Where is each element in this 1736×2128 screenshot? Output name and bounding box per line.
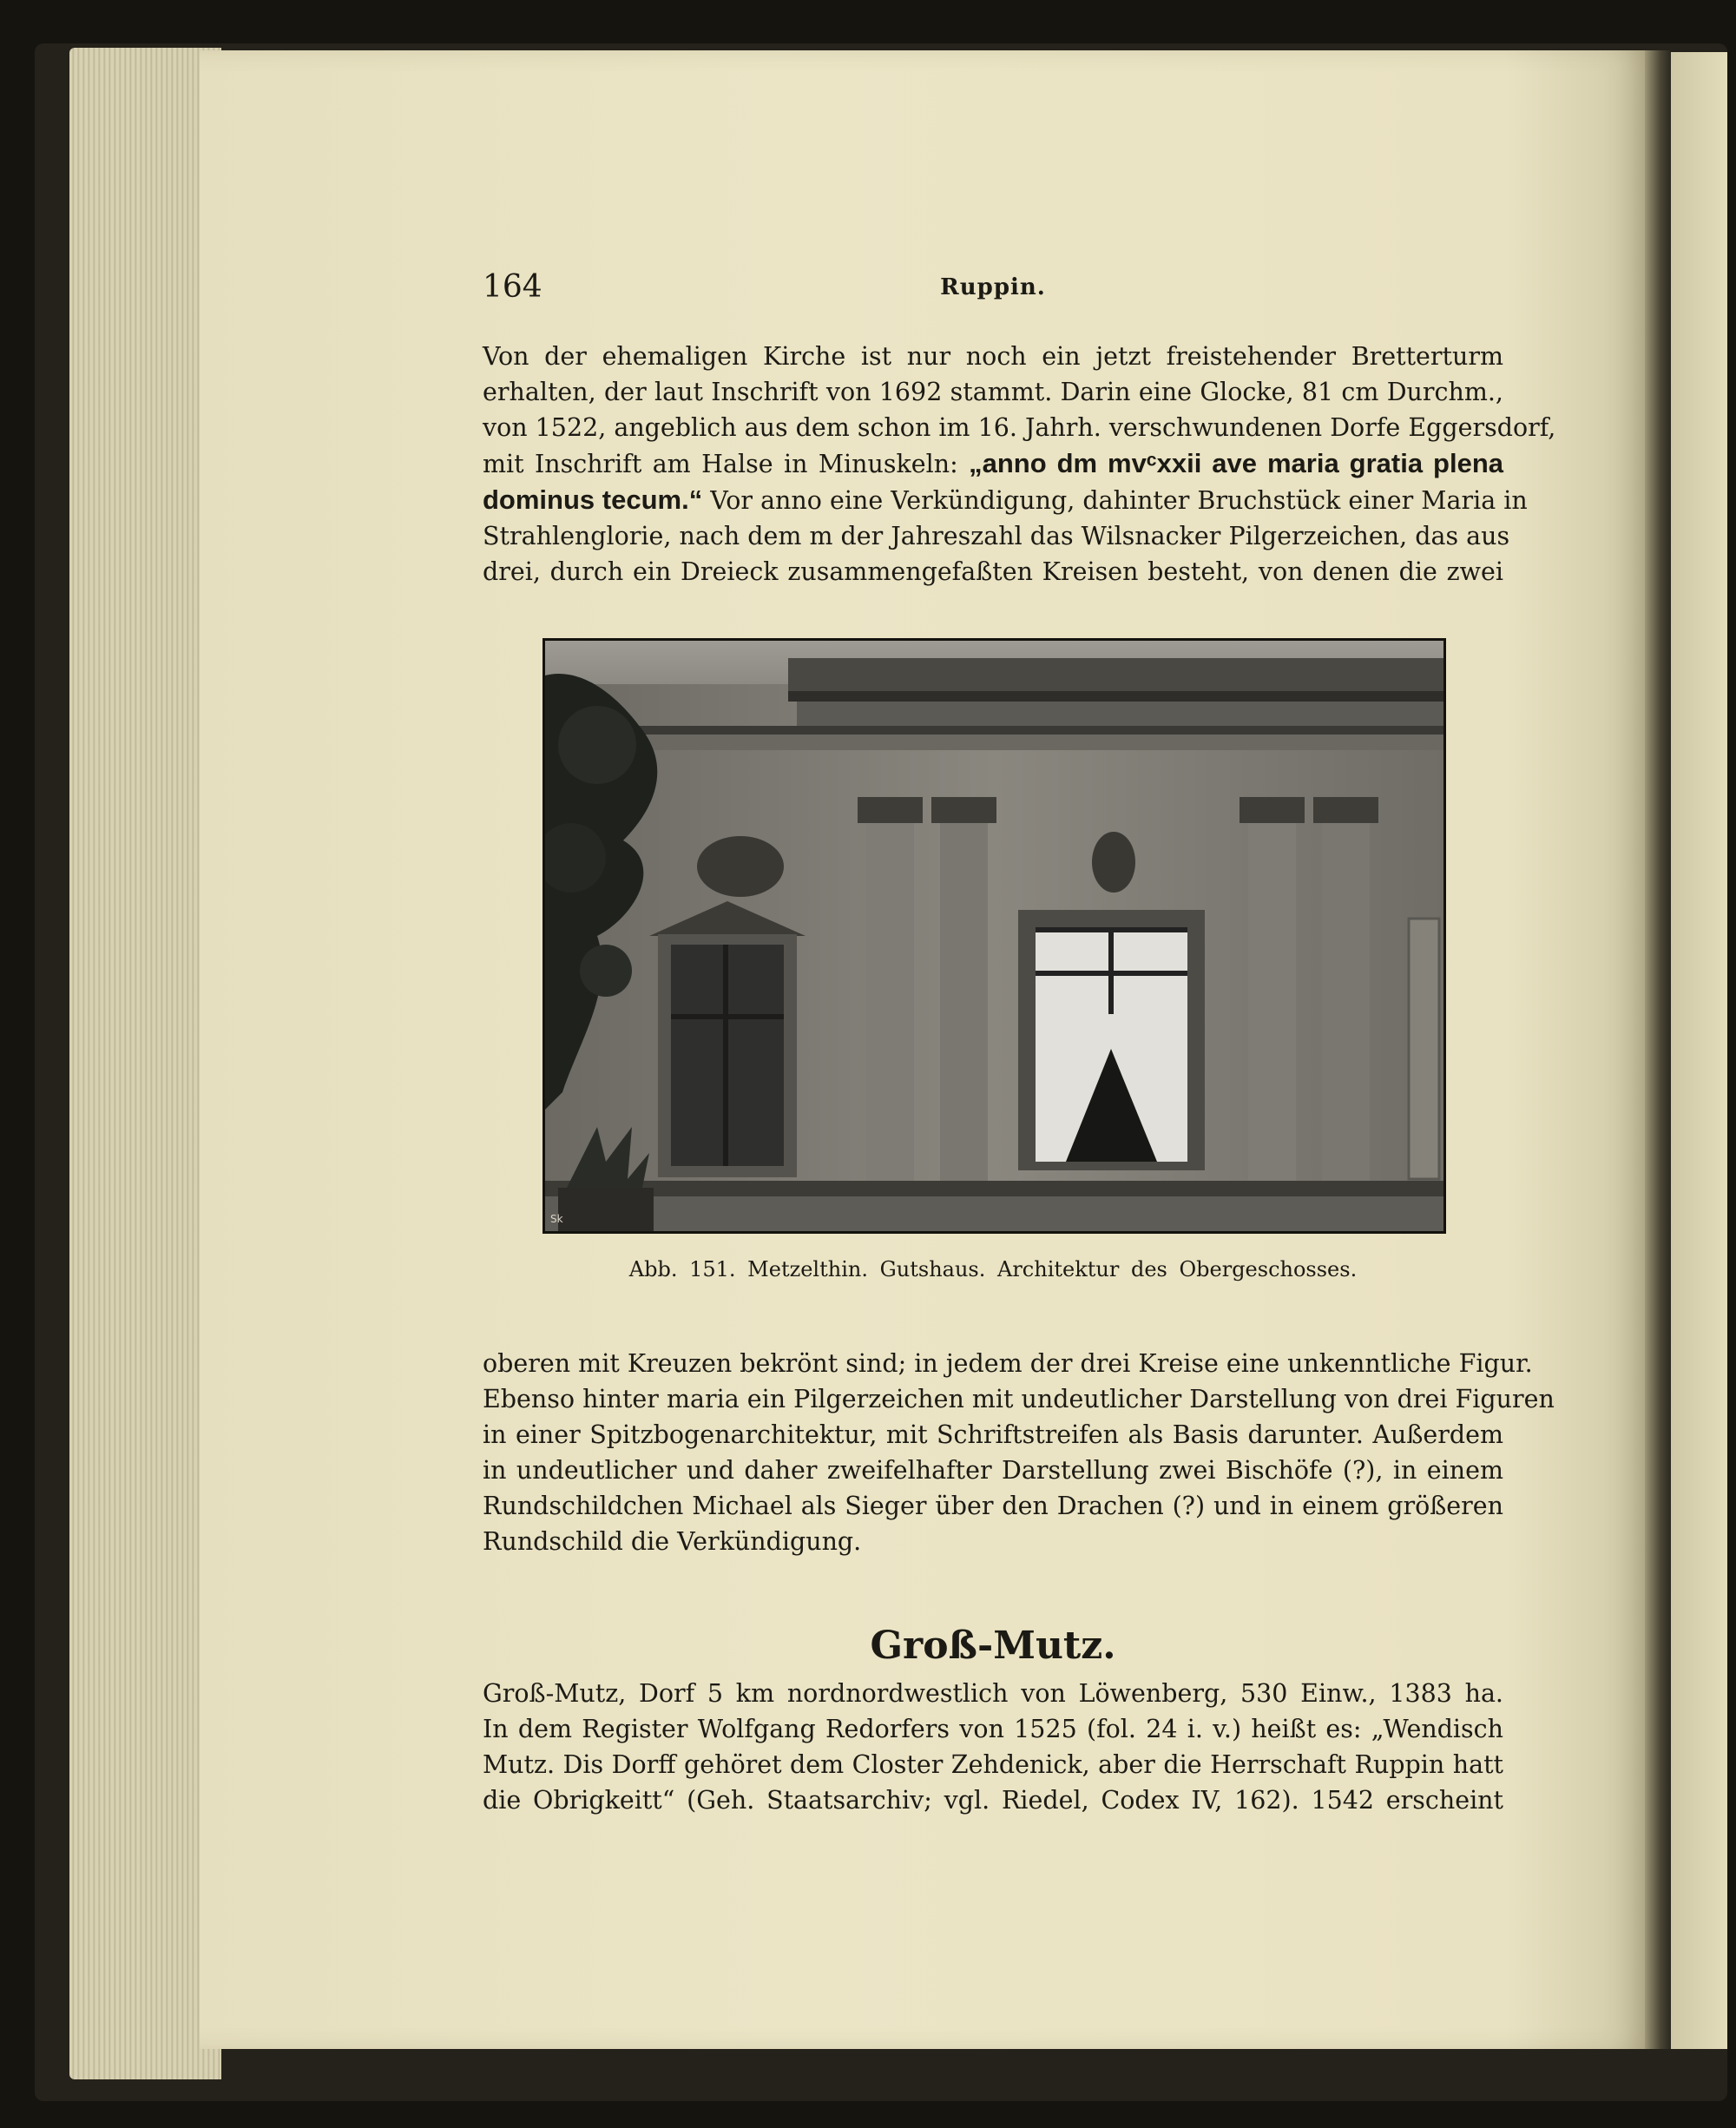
text-line: oberen mit Kreuzen bekrönt sind; in jedem der drei Kreise eine unkenntliche Figur. — [483, 1349, 1533, 1378]
text-segment: mit Inschrift am Halse in Minuskeln: — [483, 450, 970, 478]
text-line: erhalten, der laut Inschrift von 1692 stammt. Darin eine Glocke, 81 cm Durchm., — [483, 378, 1503, 406]
page-edges — [69, 48, 221, 2079]
paragraph-continuation — [483, 1346, 1555, 1559]
text-line: Ebenso hinter maria ein Pilgerzeichen mit undeutlicher Darstellung von drei Figuren — [483, 1385, 1555, 1413]
paragraph-gross-mutz — [483, 1676, 1503, 1818]
text-line — [483, 445, 1503, 482]
figure-photo — [542, 638, 1446, 1234]
text-segment: Vor anno eine Verkündigung, dahinter Bruchstück einer Maria in — [702, 486, 1528, 515]
architecture-photo — [545, 641, 1443, 1231]
inscription-text: dominus tecum.“ — [483, 484, 703, 515]
text-line — [483, 482, 1528, 518]
text-line: Rundschildchen Michael als Sieger über den Drachen (?) und in einem größeren — [483, 1492, 1503, 1520]
text-line: drei, durch ein Dreieck zusammengefaßten Kreisen besteht, von denen die zwei — [483, 557, 1503, 586]
text-line: Rundschild die Verkündigung. — [483, 1527, 862, 1556]
photo-signature: Sk — [550, 1213, 563, 1225]
page-header — [483, 269, 1503, 313]
next-page-edge — [1671, 52, 1727, 2049]
running-head: Ruppin. — [940, 274, 1046, 300]
text-line: Von der ehemaligen Kirche ist nur noch ein jetzt freistehender Bretterturm — [483, 342, 1503, 371]
text-line: die Obrigkeitt“ (Geh. Staatsarchiv; vgl. Riedel, Codex IV, 162). 1542 erscheint — [483, 1786, 1503, 1815]
page-number: 164 — [483, 269, 542, 305]
text-line: in einer Spitzbogenarchitektur, mit Schriftstreifen als Basis darunter. Außerdem — [483, 1420, 1503, 1449]
text-line: Mutz. Dis Dorff gehöret dem Closter Zehdenick, aber die Herrschaft Ruppin hatt — [483, 1750, 1503, 1779]
figure-caption: Abb. 151. Metzelthin. Gutshaus. Architektur des Obergeschosses. — [628, 1257, 1358, 1281]
text-line: in undeutlicher und daher zweifelhafter Darstellung zwei Bischöfe (?), in einem — [483, 1456, 1503, 1485]
book-gutter — [1645, 50, 1671, 2049]
section-title: Groß-Mutz. — [870, 1624, 1116, 1668]
text-line: In dem Register Wolfgang Redorfers von 1525 (fol. 24 i. v.) heißt es: „Wendisch — [483, 1715, 1503, 1743]
paragraph-kirche — [483, 339, 1556, 590]
inscription-text: „anno dm mvᶜxxii ave maria gratia plena — [969, 448, 1503, 478]
text-line: Strahlenglorie, nach dem m der Jahreszahl das Wilsnacker Pilgerzeichen, das aus — [483, 522, 1510, 550]
text-line: Groß-Mutz, Dorf 5 km nordnordwestlich von Löwenberg, 530 Einw., 1383 ha. — [483, 1679, 1503, 1708]
text-line: von 1522, angeblich aus dem schon im 16. Jahrh. verschwundenen Dorfe Eggersdorf, — [483, 413, 1556, 442]
